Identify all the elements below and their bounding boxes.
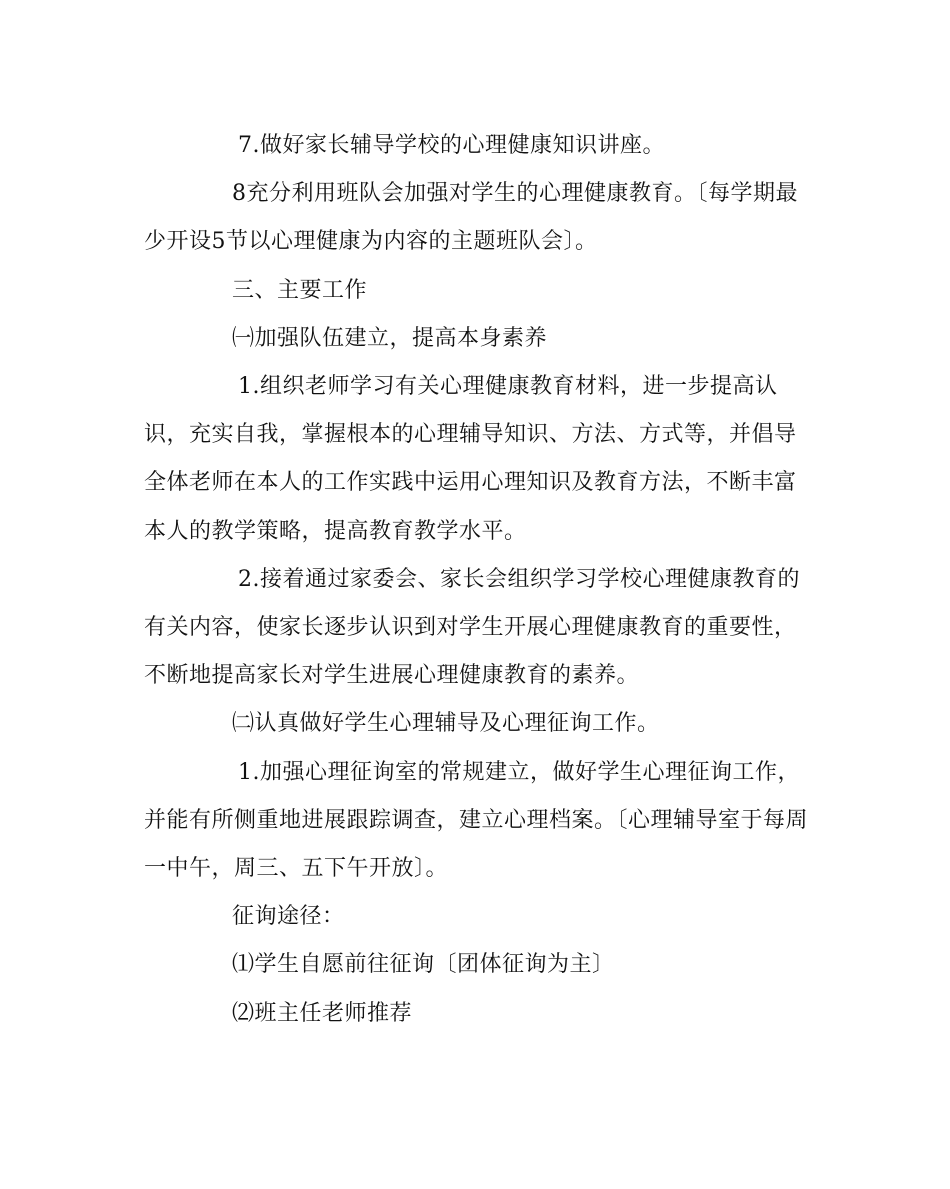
team-item-2-paragraph: 2.接着通过家委会、家长会组织学习学校心理健康教育的有关内容，使家长逐步认识到对学生开展心理健康教育的重要性，不断地提高家长对学生进展心理健康教育的素养。 bbox=[144, 566, 800, 689]
counseling-item-1-paragraph: 1.加强心理征询室的常规建立，做好学生心理征询工作，并能有所侧重地进展跟踪调查，建立心理档案。〔心理辅导室于每周一中午，周三、五下午开放〕。 bbox=[144, 759, 809, 882]
subheading-team-building: ㈠加强队伍建立，提高本身素养 bbox=[232, 325, 548, 351]
channel-item-1: ⑴学生自愿前往征询〔团体征询为主〕 bbox=[232, 952, 615, 978]
item-8-paragraph: 8充分利用班队会加强对学生的心理健康教育。〔每学期最少开设5节以心理健康为内容的主题班队会〕。 bbox=[144, 181, 798, 255]
consultation-channels-label: 征询途径： bbox=[232, 904, 345, 930]
document-body bbox=[144, 122, 814, 1038]
section-heading-main-work: 三、主要工作 bbox=[232, 277, 368, 303]
subheading-counseling-work: ㈡认真做好学生心理辅导及心理征询工作。 bbox=[232, 711, 660, 737]
channel-item-2: ⑵班主任老师推荐 bbox=[232, 1000, 413, 1026]
item-7-paragraph: 7.做好家长辅导学校的心理健康知识讲座。 bbox=[238, 133, 665, 158]
team-item-1-paragraph: 1.组织老师学习有关心理健康教育材料，进一步提高认识，充实自我，掌握根本的心理辅导知识、方法、方式等，并倡导全体老师在本人的工作实践中运用心理知识及教育方法，不断丰富本人的教学策略，提高教育教学水平。 bbox=[144, 374, 797, 544]
